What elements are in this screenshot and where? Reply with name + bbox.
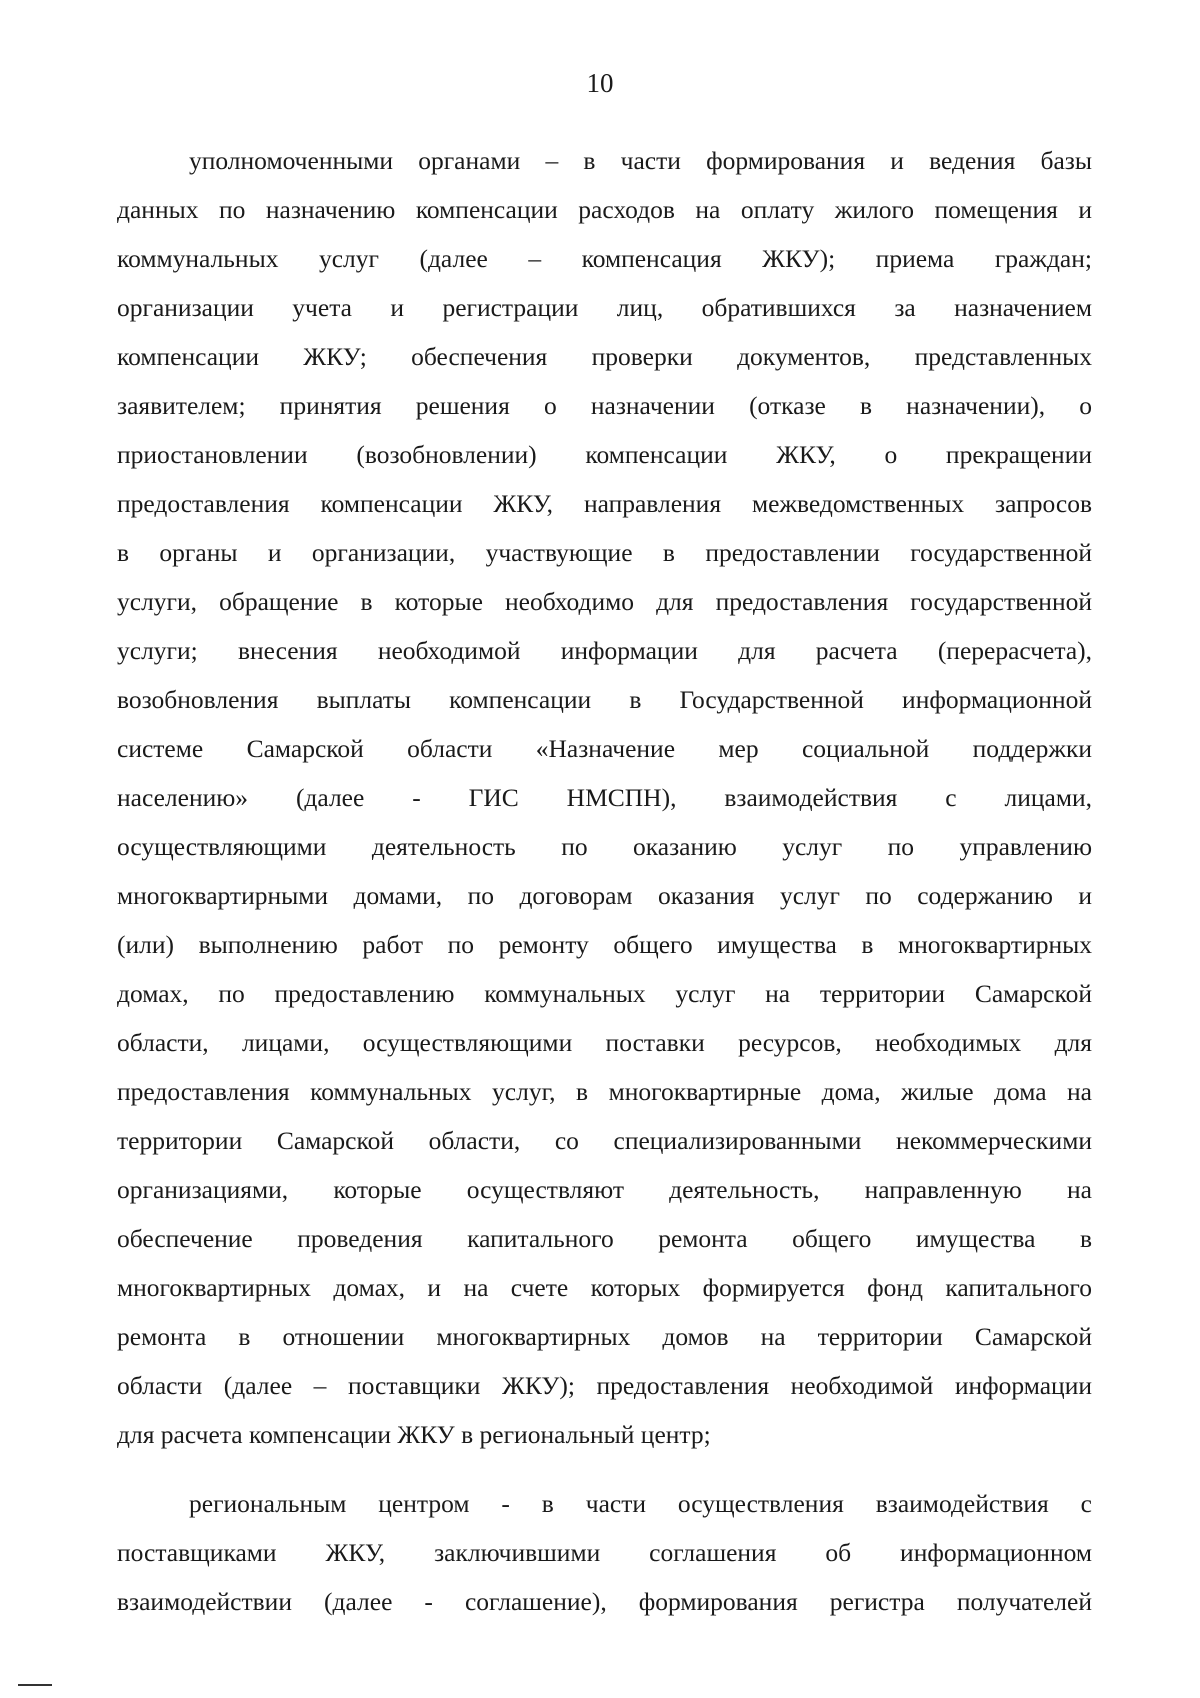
paragraph-1-line: территории Самарской области, со специализированными некоммерческими	[117, 1126, 1092, 1155]
paragraph-1-line: услуги; внесения необходимой информации для расчета (перерасчета),	[117, 636, 1092, 665]
scan-edge-mark	[18, 1684, 52, 1686]
paragraph-1-line: населению» (далее - ГИС НМСПН), взаимодействия с лицами,	[117, 783, 1092, 812]
paragraph-1-line: приостановлении (возобновлении) компенсации ЖКУ, о прекращении	[117, 440, 1092, 469]
paragraph-gap	[117, 1459, 1092, 1479]
paragraph-1-line: возобновления выплаты компенсации в Государственной информационной	[117, 685, 1092, 714]
paragraph-1-line: домах, по предоставлению коммунальных услуг на территории Самарской	[117, 979, 1092, 1008]
paragraph-1-line: коммунальных услуг (далее – компенсация ЖКУ); приема граждан;	[117, 244, 1092, 273]
paragraph-1-line: ремонта в отношении многоквартирных домов на территории Самарской	[117, 1322, 1092, 1351]
paragraph-1-line: данных по назначению компенсации расходов на оплату жилого помещения и	[117, 195, 1092, 224]
paragraph-1-line: для расчета компенсации ЖКУ в региональный центр;	[117, 1420, 711, 1449]
paragraph-1-line: системе Самарской области «Назначение мер социальной поддержки	[117, 734, 1092, 763]
paragraph-1-line: (или) выполнению работ по ремонту общего имущества в многоквартирных	[117, 930, 1092, 959]
paragraph-1-line: обеспечение проведения капитального ремонта общего имущества в	[117, 1224, 1092, 1253]
paragraph-1-line: организации учета и регистрации лиц, обратившихся за назначением	[117, 293, 1092, 322]
paragraph-1-line: области (далее – поставщики ЖКУ); предоставления необходимой информации	[117, 1371, 1092, 1400]
paragraph-1-line: в органы и организации, участвующие в предоставлении государственной	[117, 538, 1092, 567]
paragraph-1-line: предоставления компенсации ЖКУ, направления межведомственных запросов	[117, 489, 1092, 518]
paragraph-1-line: осуществляющими деятельность по оказанию услуг по управлению	[117, 832, 1092, 861]
document-body	[117, 136, 1092, 1626]
paragraph-2-line: поставщиками ЖКУ, заключившими соглашения об информационном	[117, 1538, 1092, 1567]
paragraph-1-line: организациями, которые осуществляют деятельность, направленную на	[117, 1175, 1092, 1204]
paragraph-1-line: предоставления коммунальных услуг, в многоквартирные дома, жилые дома на	[117, 1077, 1092, 1106]
paragraph-1-line: заявителем; принятия решения о назначении (отказе в назначении), о	[117, 391, 1092, 420]
paragraph-2-line: региональным центром - в части осуществления взаимодействия с	[189, 1489, 1092, 1518]
paragraph-2-line: взаимодействии (далее - соглашение), формирования регистра получателей	[117, 1587, 1092, 1616]
paragraph-1-line: уполномоченными органами – в части формирования и ведения базы	[189, 146, 1092, 175]
paragraph-1-line: компенсации ЖКУ; обеспечения проверки документов, представленных	[117, 342, 1092, 371]
paragraph-1-line: многоквартирными домами, по договорам оказания услуг по содержанию и	[117, 881, 1092, 910]
paragraph-1-line: многоквартирных домах, и на счете которых формируется фонд капитального	[117, 1273, 1092, 1302]
page-number: 10	[586, 68, 614, 98]
paragraph-1-line: услуги, обращение в которые необходимо для предоставления государственной	[117, 587, 1092, 616]
paragraph-1-line: области, лицами, осуществляющими поставки ресурсов, необходимых для	[117, 1028, 1092, 1057]
